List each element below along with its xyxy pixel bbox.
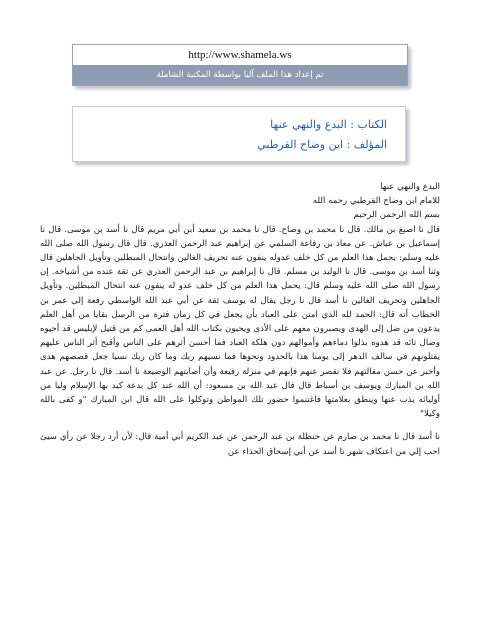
basmala: بسم الله الرحمن الرحيم: [353, 210, 440, 221]
document-body: [40, 180, 440, 459]
source-url[interactable]: http://www.shamela.ws: [73, 45, 407, 65]
section-heading: البدع والنهي عنها: [380, 182, 440, 192]
body-paragraph-2: نا أسد قال نا محمد بن صارم عن حنظلة بن عبد الرحمن عن عبد الكريم أبي أمية قال: لأن أرد رجلا عن رأي سيئ احب إلي من اعتكاف شهر نا أسد عن أبي إسحاق الحذاء عن: [40, 432, 440, 457]
body-paragraph-1: قال نا اصبغ بن مالك. قال نا محمد بن وضاح. قال نا محمد بن سعيد أبن أبي مريم قال نا أسد بن موسى. قال نا إسماعيل بن عياش. عن معاذ بن رفاعة السلمي عن إبراهيم عبد الرحمن العذري. قال قال رسول الله صلى الله عليه وسلم: يحمل هذا العلم من كل خلف عدوله ينفون عنه تحريف الغالين وانتحال المبطلين وتأويل الجاهلين قال وثنا أسد بن موسى. قال نا الوليد بن مسلم. قال نا إبراهيم بن عبد الرحمن العذري عن ثقة عنده من أشياخه. إن رسول الله صلى الله عليه وسلم قال: يحمل هذا العلم من كل خلف عدو له ينفون عنه انتحال المبطلين. وتأويل الجاهلين وتحريف الغالين نا أسد قال نا رجل يقال له يوسف ثقة عن أبي عبد الله الواسطي رفعة إلى عمر بن الخطاب أنه قال: الحمد لله الذي امتن على العباد بأن يجعل في كل زمان فترة من الرسل بقايا من أهل العلم يدعون من ضل إلى الهدى ويصبرون معهم على الأذى ويحيون بكتاب الله أهل العمى كم من قتيل لإبليس قد أحيوه وضال تائه قد هدوه بذلوا دماءهم وأموالهم دون هلكة العباد فما أحسن أثرهم على الناس وأقبح أثر الناس عليهم يقتلونهم في سالف الدهر إلى يومنا هذا بالحدود ونحوها فما نسيهم ربك وما كان ربك نسيا جعل قصصهم هدى وأخبر عن حسن مقالتهم فلا تقصر عنهم فإنهم في منزلة رفيعة وأن أصابتهم الوضيعة نا أسد. قال نا رجل. عن عبد الله بن المبارك ويوسف بن أسباط قال قال عبد الله بن مسعود: أن الله عند كل بدعة كيد بها الإسلام وليا من أوليائه يذب عنها وينطق بعلامتها فاغتنموا حضور تلك المواطن وتوكلوا على الله قال ابن المبارك "و كفى بالله وكيلا": [40, 224, 440, 420]
source-header: [72, 44, 408, 86]
book-info-box: [72, 106, 406, 162]
book-author: المؤلف : ابن وضاح القرطبي: [257, 138, 387, 151]
book-title: الكتاب : البدع والنهي عنها: [270, 118, 387, 131]
generation-note: تم إعداد هذا الملف آليا بواسطة المكتبة الشاملة: [73, 65, 407, 85]
byline: للامام ابن وضاح القرطبي رحمه الله: [312, 196, 440, 207]
